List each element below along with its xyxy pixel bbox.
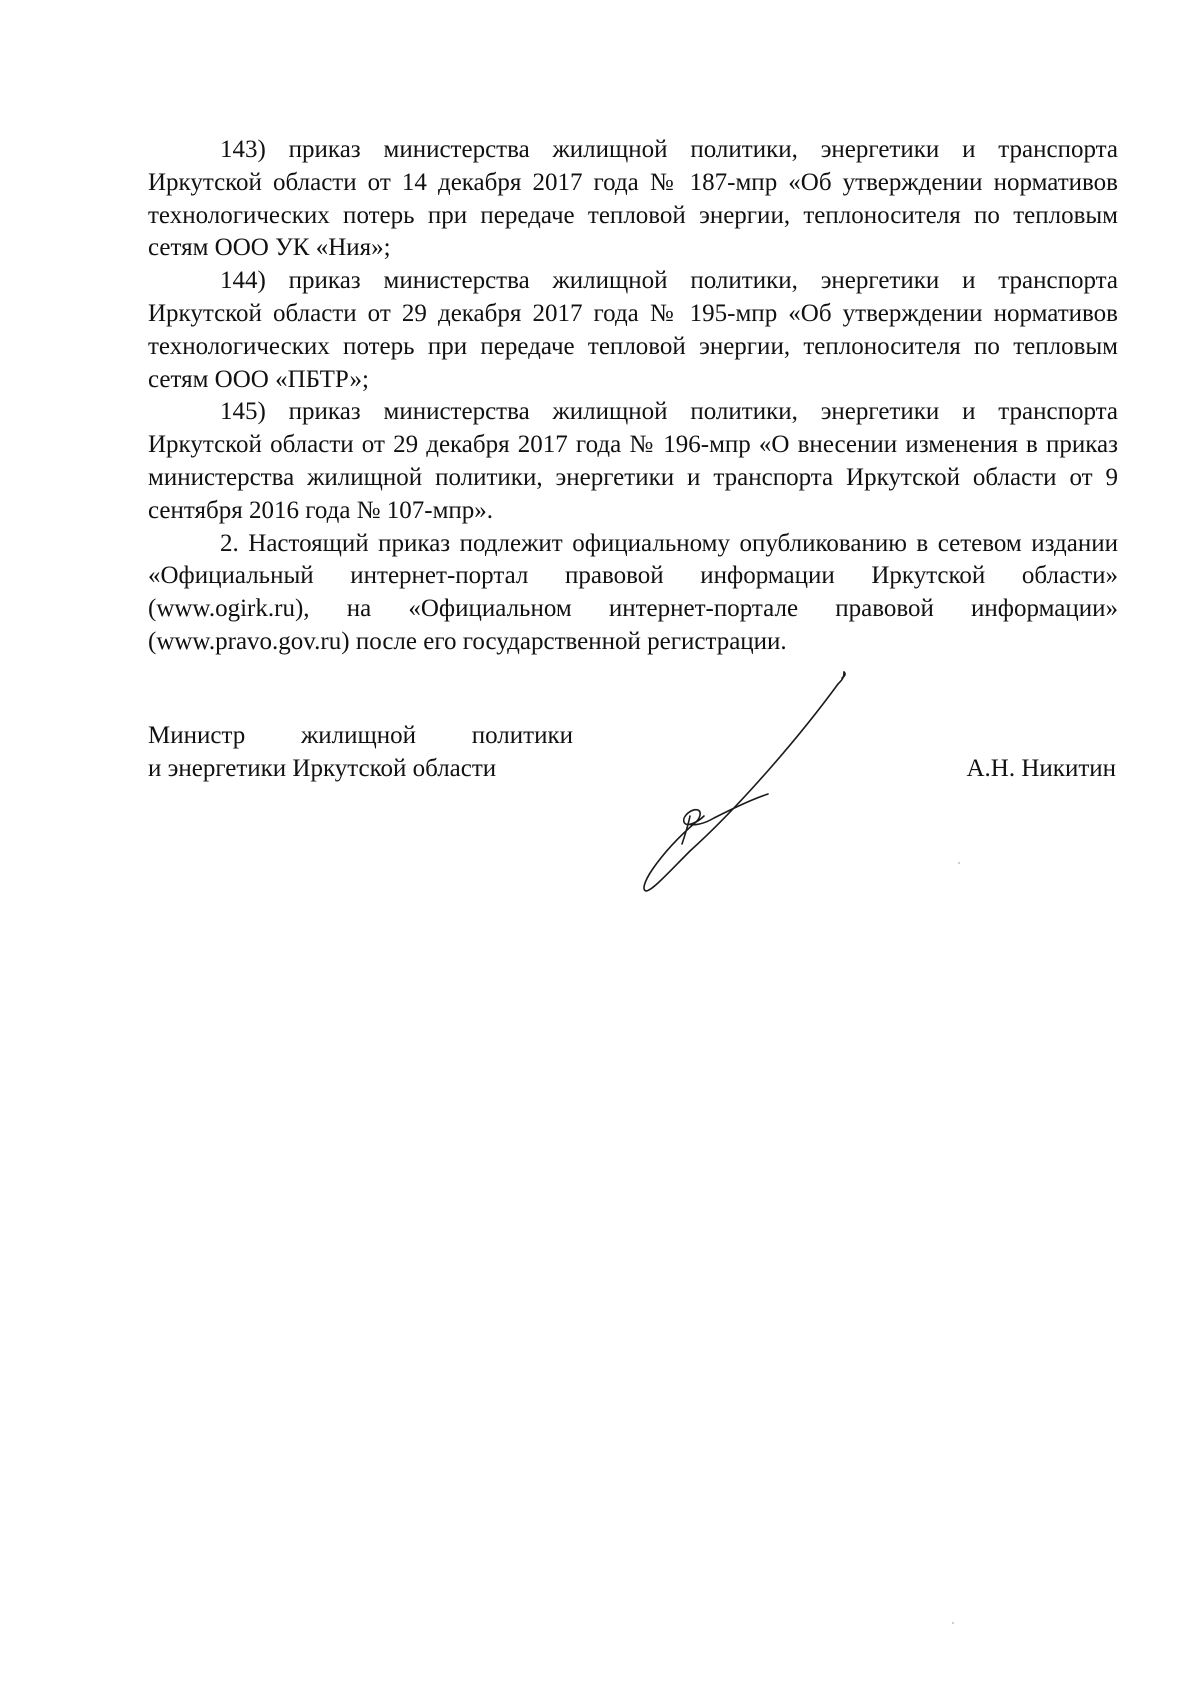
paragraph-item-144: 144) приказ министерства жилищной политики, энергетики и транспорта Иркутской области от 29 декабря 2017 года № 195-мпр «Об утверждении нормативов технологических потерь при передаче тепловой энергии, теплоносителя по тепловым сетям ООО «ПБТР»; bbox=[148, 267, 1118, 393]
handwritten-signature bbox=[630, 666, 860, 896]
paragraph-item-143: 143) приказ министерства жилищной политики, энергетики и транспорта Иркутской области от 14 декабря 2017 года № 187-мпр «Об утверждении нормативов технологических потерь при передаче тепловой энергии, теплоносителя по тепловым сетям ООО УК «Ния»; bbox=[148, 136, 1118, 262]
signatory-name: А.Н. Никитин bbox=[966, 755, 1116, 782]
document-body bbox=[148, 134, 1118, 659]
scan-speck bbox=[952, 1622, 954, 1624]
signatory-title-line2: и энергетики Иркутской области bbox=[148, 754, 497, 782]
paragraph-publication: 2. Настоящий приказ подлежит официальному опубликованию в сетевом издании «Официальный интернет-портал правовой информации Иркутской области» (www.ogirk.ru), на «Официальном интернет-портале правовой информации» (www.pravo.gov.ru) после его государственной регистрации. bbox=[148, 529, 1118, 655]
scan-speck bbox=[958, 862, 960, 864]
signatory-title-line1 bbox=[148, 720, 573, 753]
signatory-title-word: Министр bbox=[148, 722, 246, 749]
signatory-title-word: политики bbox=[471, 722, 573, 749]
paragraph-item-145: 145) приказ министерства жилищной политики, энергетики и транспорта Иркутской области от 29 декабря 2017 года № 196-мпр «О внесении изменения в приказ министерства жилищной политики, энергетики и транспорта Иркутской области от 9 сентября 2016 года № 107-мпр». bbox=[148, 398, 1118, 524]
signatory-title-word: жилищной bbox=[300, 722, 416, 749]
signatory-title bbox=[148, 720, 573, 786]
